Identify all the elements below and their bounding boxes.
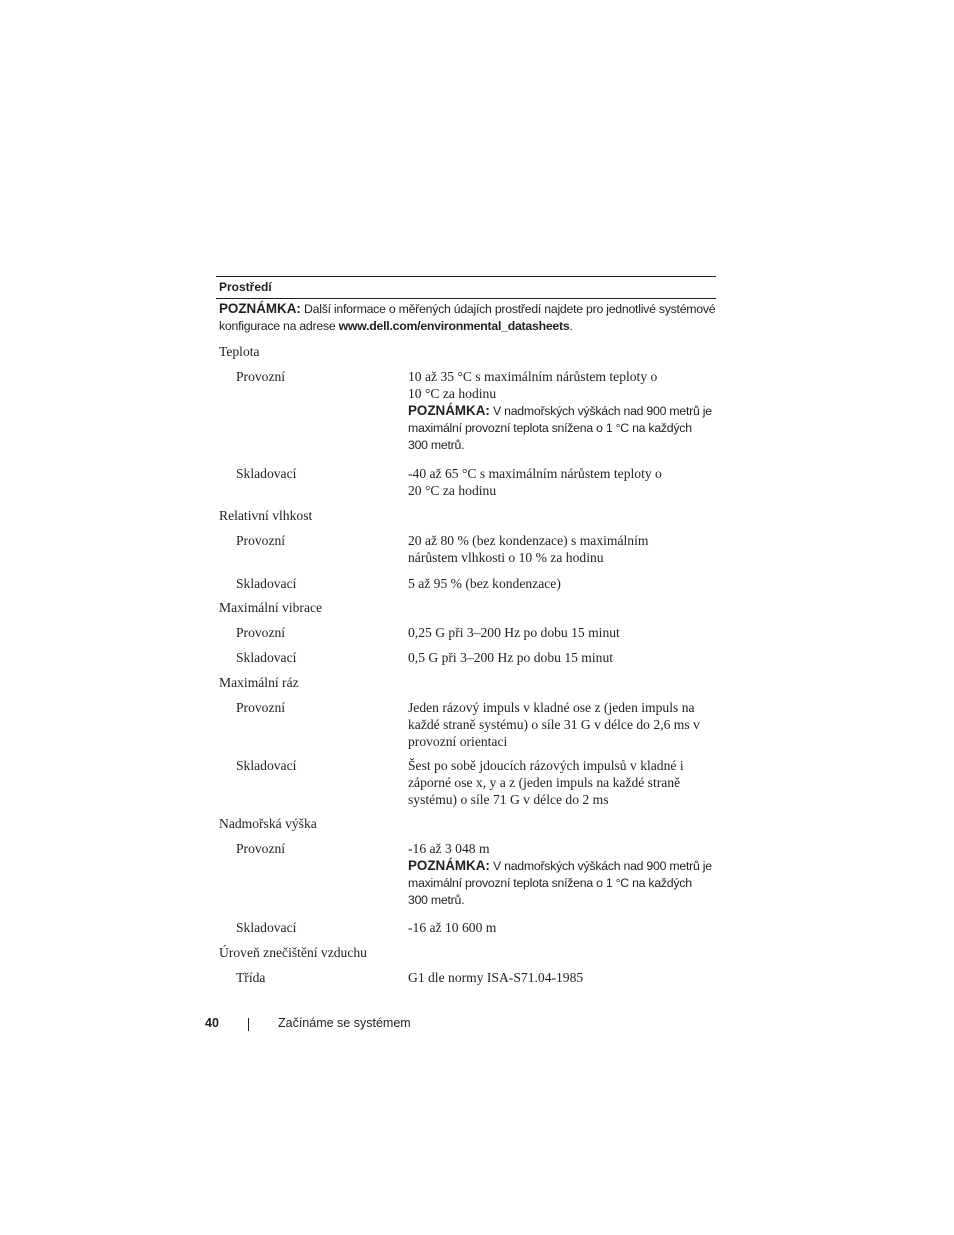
- temperature-note: POZNÁMKA: V nadmořských výškách nad 900 metrů je maximální provozní teplota snížena o 1 °C na každých 300 metrů.: [408, 403, 712, 452]
- contaminant-class-label: Třída: [236, 970, 266, 985]
- humidity-storage-label: Skladovací: [236, 576, 297, 591]
- vibration-storage-value: 0,5 G při 3–200 Hz po dobu 15 minut: [408, 650, 614, 665]
- note-label: POZNÁMKA:: [408, 403, 490, 418]
- shock-operating-label: Provozní: [236, 700, 286, 715]
- altitude-note: POZNÁMKA: V nadmořských výškách nad 900 metrů je maximální provozní teplota snížena o 1 °C na každých 300 metrů.: [408, 858, 712, 907]
- contaminant-class-value: G1 dle normy ISA-S71.04-1985: [408, 970, 584, 985]
- note-label: POZNÁMKA:: [408, 858, 490, 873]
- altitude-label: Nadmořská výška: [219, 816, 317, 831]
- temperature-operating-value: 10 až 35 °C s maximálním nárůstem teploty o 10 °C za hodinu POZNÁMKA: V nadmořských výškách nad 900 metrů je maximální provozní teplota snížena o 1 °C na každých 300 metrů.: [408, 368, 714, 454]
- vibration-operating-value: 0,25 G při 3–200 Hz po dobu 15 minut: [408, 625, 620, 640]
- shock-operating-value: Jeden rázový impuls v kladné ose z (jeden impuls na každé straně systému) o síle 31 G v délce do 2,6 ms v provozní orientaci: [408, 700, 700, 749]
- contaminant-label: Úroveň znečištění vzduchu: [219, 945, 367, 960]
- humidity-operating-label: Provozní: [236, 533, 286, 548]
- humidity-storage-value: 5 až 95 % (bez kondenzace): [408, 576, 561, 591]
- environment-table: [216, 276, 716, 335]
- temperature-storage-label: Skladovací: [236, 466, 297, 481]
- vibration-storage-label: Skladovací: [236, 650, 297, 665]
- page-number: 40: [205, 1016, 219, 1030]
- note-label: POZNÁMKA:: [219, 301, 301, 316]
- humidity-label: Relativní vlhkost: [219, 508, 313, 523]
- footer-separator: [248, 1018, 249, 1031]
- shock-label: Maximální ráz: [219, 675, 299, 690]
- humidity-operating-value: 20 až 80 % (bez kondenzace) s maximálním nárůstem vlhkosti o 10 % za hodinu: [408, 533, 649, 565]
- temperature-label: Teplota: [219, 344, 260, 359]
- note-text: Další informace o měřených údajích prostředí najdete pro jednotlivé systémové konfigurace na adrese: [219, 302, 716, 333]
- temperature-storage-value: -40 až 65 °C s maximálním nárůstem teploty o 20 °C za hodinu: [408, 466, 662, 498]
- shock-storage-label: Skladovací: [236, 758, 297, 773]
- shock-storage-value: Šest po sobě jdoucích rázových impulsů v kladné i záporné ose x, y a z (jeden impuls na každé straně systému) o síle 71 G v délce do 2 ms: [408, 758, 684, 807]
- vibration-operating-label: Provozní: [236, 625, 286, 640]
- table-header: Prostředí: [219, 280, 272, 294]
- datasheets-link: www.dell.com/environmental_datasheets: [338, 319, 570, 333]
- temperature-operating-label: Provozní: [236, 369, 286, 384]
- footer-title: Začínáme se systémem: [278, 1016, 411, 1030]
- altitude-operating-label: Provozní: [236, 841, 286, 856]
- general-note: POZNÁMKA: Další informace o měřených údajích prostředí najdete pro jednotlivé systémové konfigurace na adrese www.dell.com/environmental_datasheets.: [219, 301, 716, 333]
- altitude-storage-value: -16 až 10 600 m: [408, 920, 497, 935]
- altitude-storage-label: Skladovací: [236, 920, 297, 935]
- altitude-operating-value: -16 až 3 048 m POZNÁMKA: V nadmořských výškách nad 900 metrů je maximální provozní teplota snížena o 1 °C na každých 300 metrů.: [408, 840, 714, 909]
- vibration-label: Maximální vibrace: [219, 600, 323, 615]
